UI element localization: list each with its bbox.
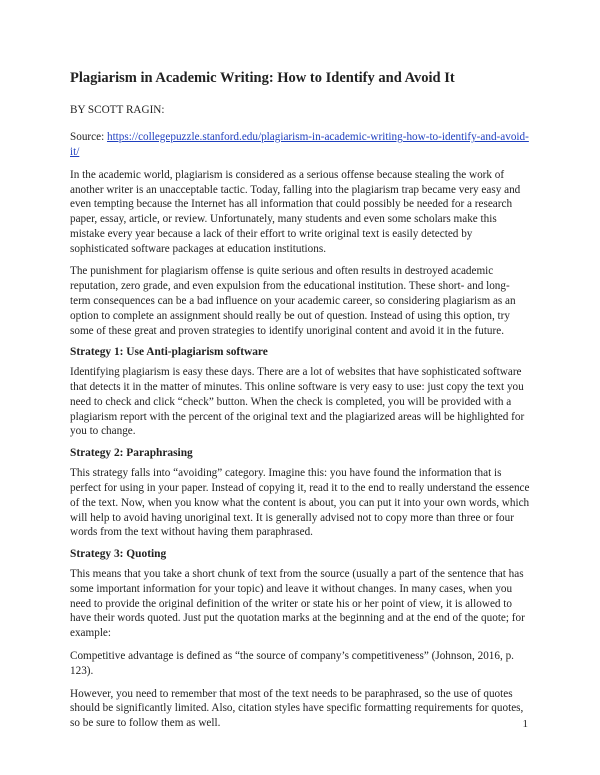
strategy1-heading: Strategy 1: Use Anti-plagiarism software [70, 346, 268, 359]
author-line: BY SCOTT RAGIN: [70, 104, 165, 117]
source-link[interactable]: https://collegepuzzle.stanford.edu/plagiarism-in-academic-writing-how-to-identify-and-avoid-it/ [70, 131, 529, 158]
strategy2-heading: Strategy 2: Paraphrasing [70, 447, 193, 460]
strategy3-text: This means that you take a short chunk of text from the source (usually a part of the sentence that has some important information for your topic) and leave it without changes. In many cases, when you need to provide the original definition of the writer or state his or her point of view, it is allowed to have their words quoted. Just put the quotation marks at the beginning and at the end of the quote; for example: [70, 568, 525, 640]
strategy3-heading: Strategy 3: Quoting [70, 548, 167, 561]
intro-paragraph-2: The punishment for plagiarism offense is quite serious and often results in destroyed academic reputation, zero grade, and even expulsion from the educational institution. These short- and long-term consequences can be a bad influence on your academic career, so considering plagiarism as an option to complete an assignment should really be out of question. Instead of using this option, try some of these great and proven strategies to identify unoriginal content and avoid it in the future. [70, 265, 516, 337]
strategy2-text: This strategy falls into “avoiding” category. Imagine this: you have found the information that is perfect for using in your paper. Instead of copying it, read it to the end to really understand the essence of the text. Now, when you know what the content is about, you can put it into your own words, which will help to avoid having unoriginal text. It is generally advised not to copy more than three or four words from the text without having them paraphrased. [70, 467, 530, 539]
strategy1-text: Identifying plagiarism is easy these days. There are a lot of websites that have sophisticated software that detects it in the matter of minutes. This online software is very easy to use: just copy the text you need to check and click “check” button. When the check is completed, you will be provided with a plagiarism report with the percent of the original text and the plagiarized areas will be highlighted for you to change. [70, 366, 525, 438]
strategy3-closing: However, you need to remember that most of the text needs to be paraphrased, so the use of quotes should be significantly limited. Also, citation styles have specific formatting requirements for quotes, so be sure to follow them as well. [70, 687, 524, 730]
strategy3-example: Competitive advantage is defined as “the source of company’s competitiveness” (Johnson, 2016, p. 123). [70, 650, 514, 677]
page-number: 1 [522, 718, 528, 730]
source-line [70, 130, 530, 160]
intro-paragraph-1: In the academic world, plagiarism is considered as a serious offense because stealing the work of another writer is an unacceptable tactic. Today, falling into the plagiarism trap became very easy and even tempting because the Internet has all information that could possibly be needed for a research paper, essay, article, or review. Unfortunately, many students and even some scholars make this mistake every year because a lack of their effort to write original text is easily detected by sophisticated software packages at education institutions. [70, 168, 521, 255]
document-title: Plagiarism in Academic Writing: How to Identify and Avoid It [70, 70, 455, 86]
source-label: Source: [70, 131, 107, 144]
